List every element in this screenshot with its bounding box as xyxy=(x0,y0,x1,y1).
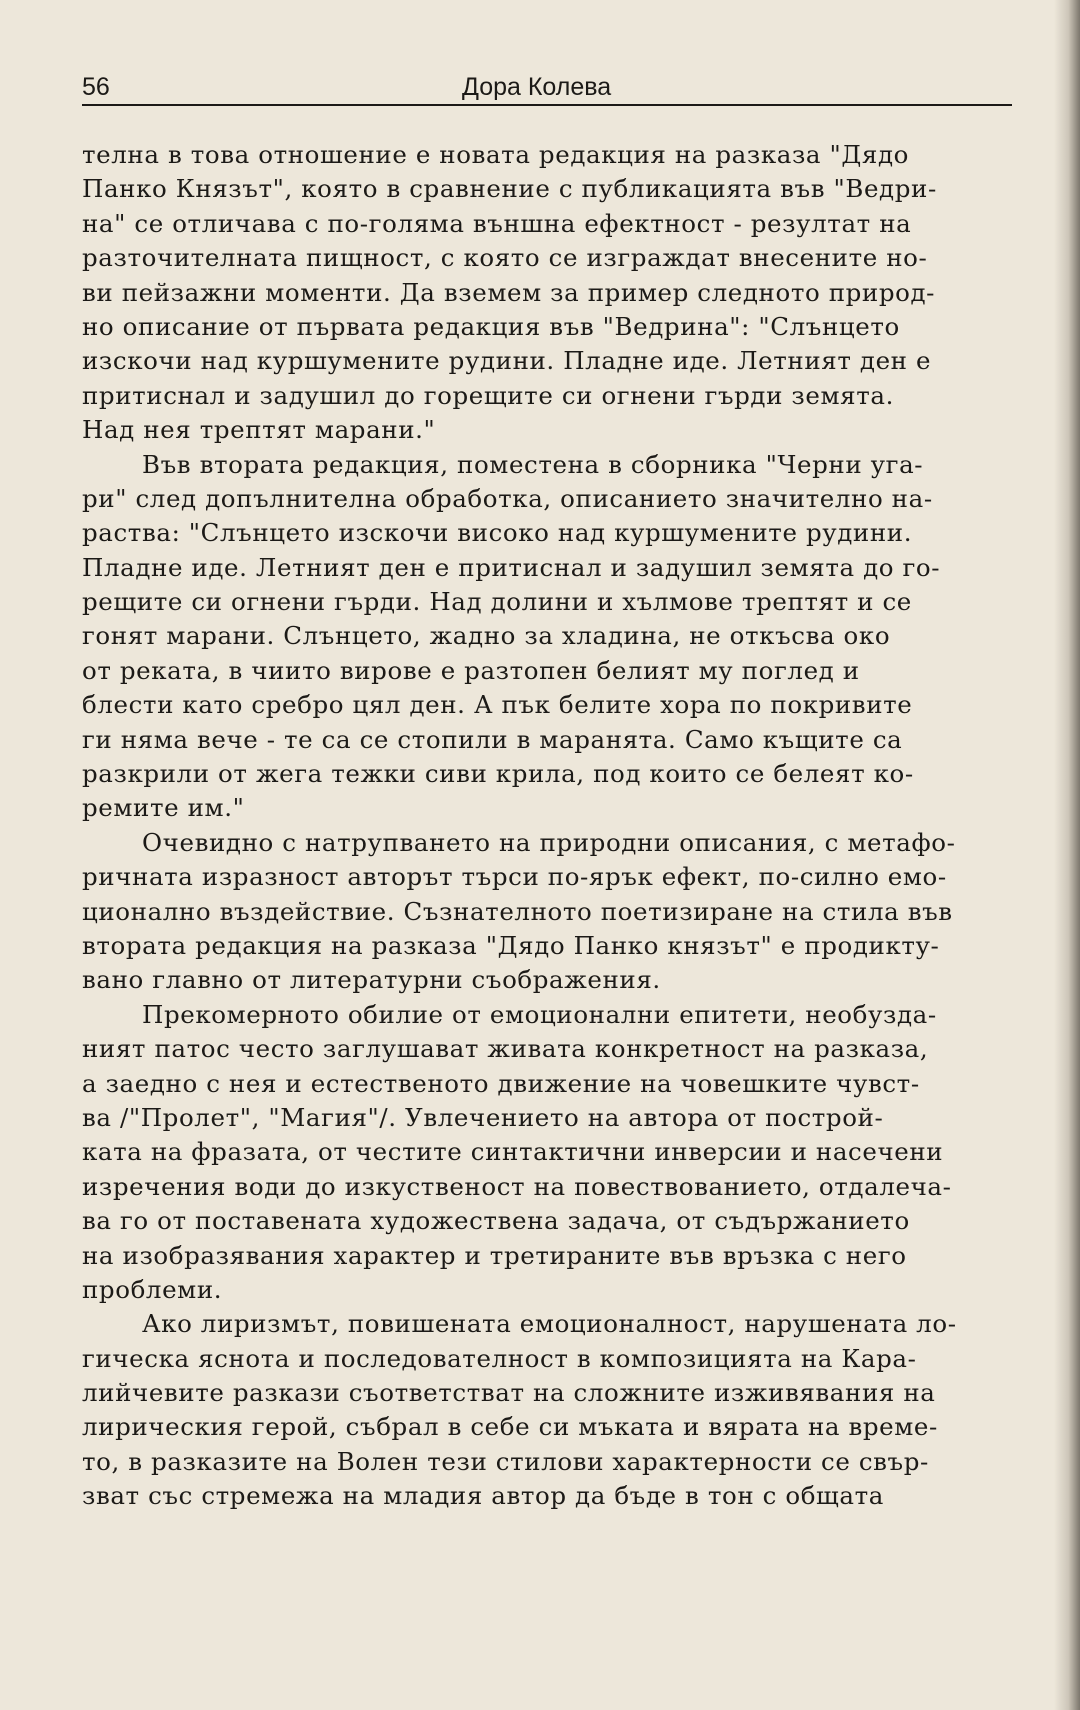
page-number: 56 xyxy=(82,73,110,101)
running-head xyxy=(82,70,1012,106)
text-line: на" се отличава с по-голяма външна ефектност - резултат на xyxy=(82,208,912,238)
paragraph-start-line: Във втората редакция, поместена в сборника "Черни уга- xyxy=(142,449,924,479)
text-line: ги няма вече - те са се стопили в маранята. Само къщите са xyxy=(82,724,903,754)
text-line: телна в това отношение е новата редакция на разказа "Дядо xyxy=(82,140,909,169)
paragraph-start-line: Ако лиризмът, повишената емоционалност, нарушената ло- xyxy=(142,1309,957,1339)
text-line: от реката, в чиито вирове е разтопен белият му поглед и xyxy=(82,655,860,685)
text-line: ционално въздействие. Съзнателното поетизиране на стила във xyxy=(82,896,953,926)
paragraph-start-line: Очевидно с натрупването на природни описания, с метафо- xyxy=(142,827,956,857)
text-line: вано главно от литературни съображения. xyxy=(82,965,661,995)
text-line: блести като сребро цял ден. А пък белите хора по покривите xyxy=(82,690,913,720)
text-line: ва /"Пролет", "Магия"/. Увлечението на автора от построй- xyxy=(82,1102,884,1132)
text-line: лийчевите разкази съответстват на сложните изживявания на xyxy=(82,1378,936,1408)
text-line: лирическия герой, събрал в себе си мъката и вярата на време- xyxy=(82,1412,938,1442)
body-text xyxy=(82,138,1002,1514)
text-line: ва го от поставената художествена задача, от съдържанието xyxy=(82,1206,910,1236)
text-line: проблеми. xyxy=(82,1274,223,1304)
header-rule xyxy=(82,104,1012,106)
text-line: ви пейзажни моменти. Да вземем за пример следното природ- xyxy=(82,277,936,307)
text-line: Над нея трептят марани." xyxy=(82,415,436,445)
text-line: ри" след допълнителна обработка, описанието значително на- xyxy=(82,483,933,513)
text-line: а заедно с нея и естественото движение на човешките чувст- xyxy=(82,1068,920,1098)
text-line: ричната изразност авторът търси по-ярък ефект, по-силно емо- xyxy=(82,862,947,892)
text-line: гонят марани. Слънцето, жадно за хладина, не откъсва око xyxy=(82,621,891,651)
running-title: Дора Колева xyxy=(462,73,612,101)
text-line: притиснал и задушил до горещите си огнени гърди земята. xyxy=(82,380,894,410)
text-line: то, в разказите на Волен тези стилови характерности се свър- xyxy=(82,1446,929,1476)
text-line: Панко Князът", която в сравнение с публикацията във "Ведри- xyxy=(82,174,937,204)
text-line: втората редакция на разказа "Дядо Панко князът" е продикту- xyxy=(82,930,940,960)
text-line: раства: "Слънцето изскочи високо над куршумените рудини. xyxy=(82,518,913,548)
text-line: но описание от първата редакция във "Ведрина": "Слънцето xyxy=(82,311,900,341)
text-line: зват със стремежа на младия автор да бъде в тон с общата xyxy=(82,1481,884,1511)
text-line: на изобразявания характер и третираните във връзка с него xyxy=(82,1240,907,1270)
paragraph-start-line: Прекомерното обилие от емоционални епитети, необузда- xyxy=(142,999,937,1029)
text-line: разкрили от жега тежки сиви крила, под които се белеят ко- xyxy=(82,759,914,789)
text-line: рещите си огнени гърди. Над долини и хълмове трептят и се xyxy=(82,587,912,617)
text-line: изскочи над куршумените рудини. Пладне иде. Летният ден е xyxy=(82,346,932,376)
text-line: ният патос често заглушават живата конкретност на разказа, xyxy=(82,1034,929,1064)
text-line: разточителната пищност, с която се изграждат внесените но- xyxy=(82,243,928,273)
text-line: гическа яснота и последователност в композицията на Кара- xyxy=(82,1343,917,1373)
page-edge-shadow xyxy=(1054,0,1080,1710)
text-line: ремите им." xyxy=(82,793,245,823)
text-line: изречения води до изкуственост на повествованието, отдалеча- xyxy=(82,1171,952,1201)
text-line: Пладне иде. Летният ден е притиснал и задушил земята до го- xyxy=(82,552,941,582)
text-line: ката на фразата, от честите синтактични инверсии и насечени xyxy=(82,1137,944,1167)
